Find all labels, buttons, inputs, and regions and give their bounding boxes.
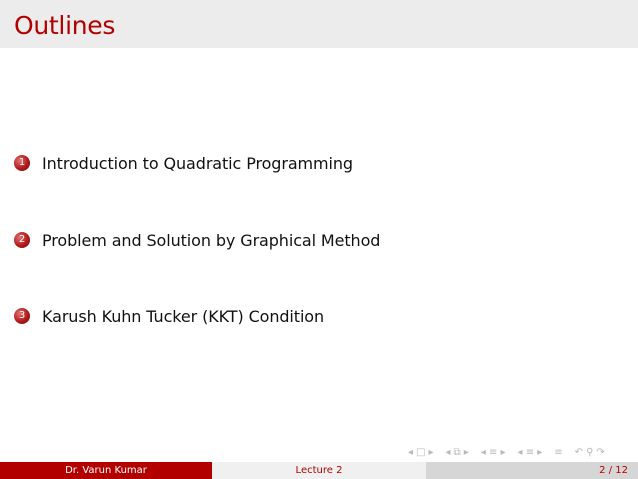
slide-title: Outlines bbox=[14, 11, 116, 40]
item-number-badge: 1 bbox=[14, 155, 30, 171]
prev-slide-icon[interactable]: □ bbox=[416, 447, 426, 458]
outline-item-3 bbox=[14, 304, 324, 328]
section-icon[interactable]: ◂ ≡ ▸ bbox=[517, 447, 543, 458]
footer-author: Dr. Varun Kumar bbox=[0, 462, 212, 479]
outline-item-label: Problem and Solution by Graphical Method bbox=[42, 230, 381, 250]
next-slide-icon[interactable]: ▸ bbox=[428, 447, 434, 458]
outline-item-2 bbox=[14, 228, 380, 252]
subsection-icon[interactable]: ◂ ≡ ▸ bbox=[480, 447, 506, 458]
outline-item-label: Introduction to Quadratic Programming bbox=[42, 153, 353, 173]
frame-header bbox=[0, 0, 638, 48]
first-slide-icon[interactable]: ◂ bbox=[408, 447, 414, 458]
first-frame-icon[interactable]: ◂ bbox=[445, 447, 451, 458]
outline-item-label: Karush Kuhn Tucker (KKT) Condition bbox=[42, 306, 325, 326]
footer-page-number: 2 / 12 bbox=[426, 462, 638, 479]
item-number-badge: 2 bbox=[14, 232, 30, 248]
slide-footer bbox=[0, 462, 638, 479]
search-icon[interactable]: ⚲ bbox=[586, 447, 594, 458]
next-frame-icon[interactable]: ▸ bbox=[463, 447, 469, 458]
item-number-badge: 3 bbox=[14, 308, 30, 324]
redo-icon[interactable]: ↷ bbox=[596, 447, 605, 458]
prev-frame-icon[interactable]: ⧉ bbox=[453, 447, 461, 458]
footer-title: Lecture 2 bbox=[212, 462, 426, 479]
outline-item-1 bbox=[14, 151, 353, 175]
align-icon[interactable]: ≡ bbox=[554, 447, 563, 458]
undo-icon[interactable]: ↶ bbox=[574, 447, 584, 458]
beamer-navigation-bar bbox=[408, 446, 605, 460]
